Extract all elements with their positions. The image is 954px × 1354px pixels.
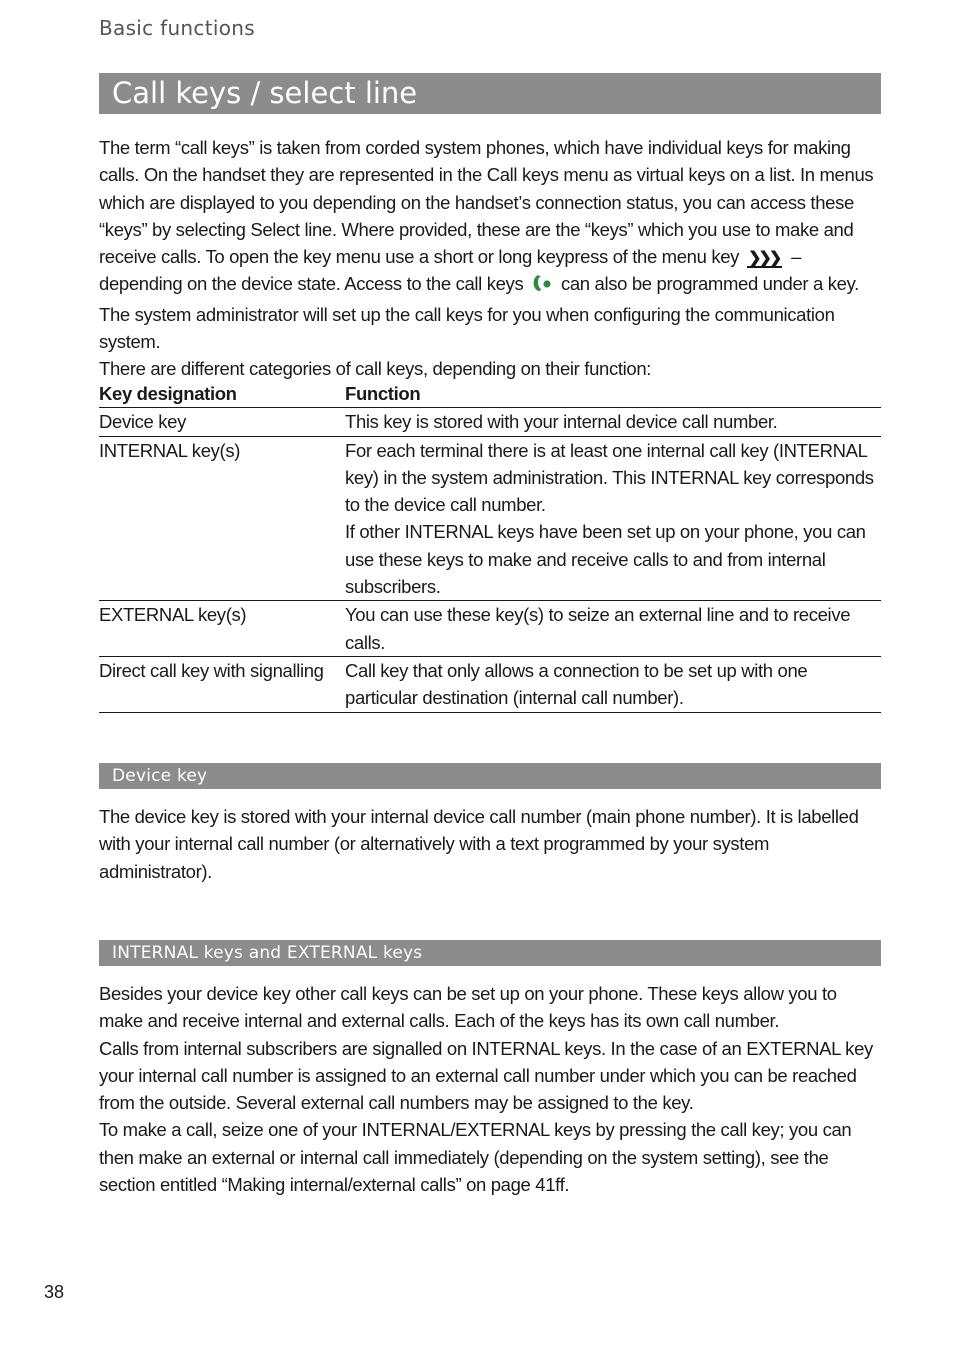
table-cell-function <box>345 656 881 712</box>
table-cell-key: INTERNAL key(s) <box>99 436 345 601</box>
page-number: 38 <box>44 1282 65 1302</box>
device-key-heading: Device key <box>99 763 881 789</box>
table-row <box>99 436 881 601</box>
function-text: For each terminal there is at least one internal call key (INTERNAL key) in the system administration. This INTERNAL key corresponds to the device call number. <box>345 439 874 516</box>
intro-text-a: The term “call keys” is taken from corded system phones, which have individual keys for making calls. On the handset they are represented in the Call keys menu as virtual keys on a list. In menus which are displayed to you depending on the handset’s connection status, you can access these “keys” by selecting Select line. Where provided, these are the “keys” which you use to make and receive calls. To open the key menu use a short or long keypress of the menu key <box>99 137 874 268</box>
menu-key-icon: ❯❯❯ <box>747 251 782 268</box>
function-text: Call key that only allows a connection to be set up with one particular destination (internal call number). <box>345 659 808 709</box>
table-header-row <box>99 380 881 408</box>
table-cell-function <box>345 601 881 657</box>
function-text: This key is stored with your internal device call number. <box>345 411 778 433</box>
internal-external-paragraph <box>99 980 881 1198</box>
intro-text <box>99 134 881 355</box>
function-text: If other INTERNAL keys have been set up on your phone, you can use these keys to make and receive calls to and from internal subscribers. <box>345 521 866 598</box>
intro-text-d: There are different categories of call keys, depending on their function: <box>99 358 652 380</box>
table-row <box>99 656 881 712</box>
internal-external-text-2: Calls from internal subscribers are signalled on INTERNAL keys. In the case of an EXTERNAL key your internal call number is assigned to an external call number under which you can be reached from the outside. Several external call numbers may be assigned to the key. <box>99 1037 873 1114</box>
table-header-key: Key designation <box>99 380 345 408</box>
table-row <box>99 408 881 436</box>
call-keys-table <box>99 380 881 713</box>
table-row <box>99 601 881 657</box>
device-key-text: The device key is stored with your internal device call number (main phone number). It is labelled with your internal call number (or alternatively with a text programmed by your system administrator). <box>99 806 859 882</box>
intro-text-c: can also be programmed under a key. The system administrator will set up the call keys for you when configuring the communication system. <box>99 273 859 353</box>
table-cell-key: EXTERNAL key(s) <box>99 601 345 657</box>
internal-external-text-1: Besides your device key other call keys can be set up on your phone. These keys allow you to make and receive internal and external calls. Each of the keys has its own call number. <box>99 983 837 1032</box>
intro-paragraph <box>99 134 881 383</box>
table-cell-function <box>345 436 881 601</box>
function-text: You can use these key(s) to seize an external line and to receive calls. <box>345 604 851 653</box>
internal-external-heading: INTERNAL keys and EXTERNAL keys <box>99 940 881 966</box>
section-header: Basic functions <box>99 16 255 40</box>
internal-external-text-3: To make a call, seize one of your INTERNAL/EXTERNAL keys by pressing the call key; you can then make an external or internal call immediately (depending on the system setting), see the section entitled “Making internal/external calls” on page 41ff. <box>99 1119 852 1196</box>
intro-text-b: – depending on the device state. Access to the call keys <box>99 246 802 295</box>
page-title: Call keys / select line <box>99 73 881 114</box>
table-cell-key: Direct call key with signalling <box>99 656 345 712</box>
call-keys-icon <box>528 273 556 300</box>
table-cell-function <box>345 408 881 436</box>
table-cell-key: Device key <box>99 408 345 436</box>
device-key-paragraph <box>99 803 881 885</box>
table-header-function: Function <box>345 380 881 408</box>
